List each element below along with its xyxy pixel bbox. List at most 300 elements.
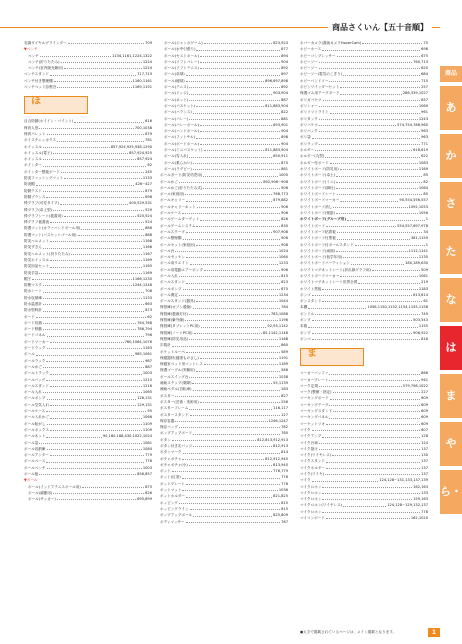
leader-dots [172, 342, 280, 346]
entry-name: 保管庫(オゾン殺菌) [160, 305, 192, 310]
entry-name: 防水収納庫 [24, 295, 42, 300]
leader-dots [189, 405, 272, 409]
entry-name: 変調ダイヤルグラインダー [24, 41, 67, 45]
entry-pages: 34 [423, 229, 428, 234]
leader-dots [200, 53, 280, 57]
entry-name: 保管庫(殺菌灯付) [160, 311, 188, 316]
entry-pages: 857,924,925,938,1290 [110, 144, 152, 149]
leader-dots [343, 71, 420, 75]
leader-dots [43, 320, 136, 324]
leader-dots [196, 46, 280, 50]
entry-name: ホワイトボードパーティション [300, 261, 350, 266]
entry-pages: 1234 [278, 292, 288, 297]
entry-pages: 1167 [142, 251, 152, 256]
leader-dots [43, 364, 144, 368]
leader-dots [330, 160, 418, 164]
leader-dots [322, 46, 420, 50]
entry-name: ボードラック [24, 346, 46, 351]
entry-name: ポリバケツ [300, 122, 318, 127]
leader-dots [325, 153, 420, 157]
entry-name: マイク [300, 478, 311, 483]
entry-name: ホビーコンプレッサー [300, 53, 336, 58]
entry-name: ボールスクープ [160, 229, 185, 234]
leader-dots [47, 131, 145, 135]
leader-dots [43, 326, 136, 330]
entry-pages: 1155 [418, 324, 428, 329]
entry-pages: 586 [281, 368, 288, 373]
entry-name: ベンチ付き整理棚 [24, 78, 53, 83]
entry-pages: 162,163 [413, 484, 428, 489]
entry-pages: 1084 [142, 446, 152, 451]
leader-dots [43, 162, 147, 166]
entry-name: ボール測定 [160, 292, 178, 297]
leader-dots [47, 332, 145, 336]
entry-pages: 381,1159 [410, 236, 428, 241]
entry-pages: 245 [145, 169, 152, 174]
entry-name: ボール収納庫 [24, 446, 46, 451]
entry-pages: 906 [281, 211, 288, 216]
leader-dots [61, 169, 144, 173]
entry-pages: 768,773 [273, 192, 288, 197]
entry-name: ポスターフレーム [160, 406, 189, 411]
entry-pages: 1166,1230 [132, 276, 152, 281]
kana-tab[interactable]: ら・わ [440, 470, 462, 514]
leader-dots [193, 386, 281, 390]
kana-tab[interactable]: た [440, 230, 462, 274]
entry-pages: 520,524 [137, 213, 152, 218]
kana-tab[interactable]: さ [440, 182, 462, 226]
leader-dots [204, 147, 265, 151]
page-number: 1 [428, 628, 440, 637]
leader-dots [333, 408, 420, 412]
entry-pages: 579,798,1022 [402, 383, 428, 388]
leader-dots [322, 286, 417, 290]
entry-name: マイクロホン [300, 484, 322, 489]
entry-name: マイクスタンド [300, 459, 325, 464]
entry-name: ポリタンク [300, 116, 318, 121]
entry-name: ポットプレート [160, 481, 185, 486]
entry-name: ボード収納 [24, 320, 42, 325]
entry-pages: 778 [145, 459, 152, 464]
leader-dots [50, 238, 142, 242]
entry-pages: 886 [145, 232, 152, 237]
entry-pages: 1065 [142, 390, 152, 395]
entry-pages: 717,713 [137, 72, 152, 77]
entry-name: マーク定規 [300, 383, 318, 388]
entry-pages: 124,128~131,133,137,139 [379, 478, 428, 483]
entry-pages: 879 [145, 188, 152, 193]
entry-pages: 55,1139 [273, 381, 288, 386]
entry-pages: 778 [281, 481, 288, 486]
entry-name: 防炎手袋 [24, 270, 39, 275]
leader-dots [175, 248, 278, 252]
kana-index-sidebar [440, 66, 462, 542]
leader-dots [323, 97, 421, 101]
entry-name: ボールゲームターゲット [160, 217, 200, 222]
entry-pages: 1 [425, 217, 428, 222]
entry-name: ボール(サッカー) [28, 497, 56, 502]
entry-name: ホワイトマグネットシート(折れ線グラフ用) [300, 267, 371, 272]
leader-dots [329, 78, 420, 82]
leader-dots [203, 185, 280, 189]
entry-pages: 823 [281, 280, 288, 285]
entry-pages: 1109 [142, 427, 152, 432]
entry-pages: 941 [421, 377, 428, 382]
entry-pages: 857 [421, 97, 428, 102]
entry-name: ボンベ [300, 336, 311, 341]
entry-name: ホワイトボード(防災用) [300, 166, 339, 171]
entry-name: ホワイトボード(脚付) [300, 185, 336, 190]
entry-name: ボール(ラグビー) [164, 166, 192, 171]
entry-name: ボール袋 [24, 440, 39, 445]
entry-pages: 783,1088 [270, 311, 288, 316]
entry-pages: 1083 [418, 160, 428, 165]
entry-name: ボールベンチ [24, 465, 46, 470]
entry-pages: 771 [421, 141, 428, 146]
entry-name: 保護ゴム用テープボード [300, 91, 340, 96]
entry-name: ホワイトボードマーカー [300, 198, 340, 203]
leader-dots [43, 301, 144, 305]
entry-pages: 219 [421, 280, 428, 285]
entry-pages: 1215 [142, 377, 152, 382]
entry-name: 防災ホイッスル [24, 257, 50, 262]
entry-name: 保存容器 [160, 418, 175, 423]
entry-pages: 529 [145, 207, 152, 212]
entry-pages: 870 [281, 160, 288, 165]
entry-pages: 857,924 [137, 157, 152, 162]
entry-pages: 906 [281, 204, 288, 209]
entry-pages: 1233 [278, 261, 288, 266]
leader-dots [190, 412, 281, 416]
leader-dots [326, 465, 420, 469]
entry-name: ホワイトボード(グループ用) [300, 217, 347, 222]
entry-name: 防錆ブランス [24, 194, 46, 199]
entry-pages: 811,883,904 [265, 103, 288, 108]
sidebar-label: 商品 [440, 66, 462, 82]
entry-name: ボインター整板ボード [24, 169, 60, 174]
entry-pages: 1092,1053 [408, 204, 428, 209]
leader-dots [193, 109, 280, 113]
leader-dots [189, 84, 280, 88]
entry-pages: 75 [423, 41, 428, 45]
leader-dots [186, 254, 278, 258]
leader-dots [312, 477, 379, 481]
entry-pages: 786,794 [137, 327, 152, 332]
entry-name: マイクロホン [300, 497, 322, 502]
entry-pages: 1056 [418, 211, 428, 216]
entry-pages: 85 [423, 173, 428, 178]
entry-pages: 1165 [142, 264, 152, 269]
entry-pages: 779 [145, 453, 152, 458]
entry-pages: 857,924,925 [129, 150, 152, 155]
entry-name: ボール用ウエイト [160, 261, 189, 266]
entry-pages: 286,339,1027 [402, 91, 428, 96]
entry-name: ベンチ(折りたたみ) [28, 59, 60, 64]
leader-dots [200, 59, 280, 63]
kana-tab[interactable]: あ [440, 86, 462, 130]
entry-pages: 812,813,912,913 [257, 437, 288, 442]
entry-pages: 898 [281, 135, 288, 140]
entry-pages: 873 [145, 308, 152, 313]
leader-dots [43, 295, 142, 299]
leader-dots [50, 71, 136, 75]
entry-name: ポット(紅茶) [160, 475, 181, 480]
entry-name: 防災ヘルメット(折りたたみ) [24, 251, 70, 256]
entry-name: ホビーソー [300, 66, 318, 71]
entry-name: 防塵マスク [24, 283, 42, 288]
entry-pages: 812,913 [273, 444, 288, 448]
entry-pages: 1066 [142, 415, 152, 420]
entry-name: ポップアップボード [160, 431, 193, 436]
entry-name: ホッピング [160, 500, 178, 505]
entry-name: ボタン [160, 437, 171, 442]
entry-name: ボールトラック [24, 371, 50, 376]
entry-name: ベンチベッド診察台 [24, 85, 57, 90]
entry-name: ▼ベンチ [24, 47, 38, 52]
entry-name: 保育パレット [24, 131, 46, 136]
leader-dots [47, 446, 142, 450]
entry-name: ポリラップ [300, 141, 318, 146]
entry-pages: 887 [145, 364, 152, 369]
leader-dots [193, 443, 272, 447]
entry-pages: 1069 [418, 103, 428, 108]
kana-tab[interactable]: や [440, 422, 462, 466]
entry-name: ポスター(芸術・美術用) [160, 399, 199, 404]
entry-pages: 987 [145, 358, 152, 363]
entry-name: 本箱 [300, 324, 308, 329]
leader-dots [336, 179, 422, 183]
entry-name: ホビーソー(電気のこぎり) [300, 72, 343, 77]
entry-pages: 904 [281, 59, 288, 64]
leader-dots [336, 172, 422, 176]
leader-dots [333, 389, 421, 393]
leader-dots [204, 361, 278, 365]
leader-dots [312, 134, 420, 138]
leader-dots [192, 380, 272, 384]
entry-name: ボール(雪入れ) [164, 154, 189, 159]
leader-dots [194, 330, 262, 334]
leader-dots [60, 200, 128, 204]
leader-dots [71, 251, 142, 255]
kana-tab[interactable]: ま [440, 374, 462, 418]
kana-tab[interactable]: な [440, 278, 462, 322]
entry-pages: 1163 [142, 346, 152, 351]
entry-pages: 129,131 [137, 402, 152, 407]
entry-pages: 613,614 [413, 292, 428, 297]
leader-dots [340, 166, 418, 170]
leader-dots [57, 496, 136, 500]
entry-name: ポチャポチャ [160, 456, 182, 461]
leader-dots [172, 437, 256, 441]
leader-dots [172, 468, 272, 472]
entry-name: ポンプ [300, 330, 311, 335]
entry-pages: 1169,1191 [132, 85, 152, 90]
entry-name: ベンチ(室内販売兼用) [28, 66, 64, 71]
entry-pages: 1112,1141 [408, 248, 428, 253]
leader-dots [193, 512, 272, 516]
leader-dots [54, 78, 132, 82]
leader-dots [36, 181, 134, 185]
leader-dots [183, 449, 281, 453]
entry-name: ボールゲームシステム [160, 223, 196, 228]
leader-dots [193, 160, 280, 164]
entry-pages: 1191 [278, 355, 288, 360]
entry-pages: 1196 [278, 318, 288, 323]
entry-pages: 767 [281, 519, 288, 524]
entry-pages: 85,1142,1148 [262, 330, 288, 335]
kana-tab[interactable]: は [440, 326, 462, 370]
entry-name: ホビーホース [300, 47, 322, 52]
entry-pages: 875 [145, 484, 152, 489]
leader-dots [336, 248, 408, 252]
entry-name: ボイスチェッカクス [24, 138, 57, 143]
leader-dots [322, 490, 420, 494]
entry-pages: 961 [421, 110, 428, 115]
leader-dots [319, 141, 420, 145]
entry-pages: 1003 [142, 371, 152, 376]
entry-pages: 1134,1161,1224,1322 [111, 53, 152, 58]
entry-name: マイク(ワイヤ) [300, 472, 325, 476]
leader-dots [182, 474, 280, 478]
leader-dots [200, 399, 280, 403]
entry-pages: 257 [421, 85, 428, 90]
entry-name: ボール(バスケット) [164, 103, 196, 108]
entry-name: ボールポンプ [24, 396, 46, 401]
leader-dots [340, 90, 401, 94]
entry-pages: 616 [145, 119, 152, 124]
entry-pages: 708 [145, 289, 152, 294]
entry-name: ホワイトボード(卓上) [300, 173, 336, 178]
entry-name: ホワイトボード(両面) [300, 248, 336, 253]
entry-name: ボールアンダー [24, 453, 49, 458]
entry-name: 棒グラフシート(板書用) [24, 213, 63, 218]
entry-pages: 133 [421, 490, 428, 495]
leader-dots [336, 185, 418, 189]
leader-dots [61, 59, 142, 63]
leader-dots [43, 389, 142, 393]
leader-dots [200, 122, 272, 126]
leader-dots [50, 339, 123, 343]
leader-dots [308, 304, 366, 308]
entry-name: ボール(水中引張り) [164, 47, 196, 52]
leader-dots [319, 383, 402, 387]
entry-name: マイク掛け [300, 446, 318, 451]
leader-dots [332, 452, 420, 456]
leader-dots [36, 314, 147, 318]
leader-dots [319, 103, 418, 107]
entry-name: 防炎帽 [24, 182, 35, 187]
leader-dots [186, 197, 272, 201]
entry-name: ボールスタンド(器具) [160, 299, 195, 304]
entry-pages: 764,768 [137, 320, 152, 325]
entry-pages: 780 [281, 431, 288, 436]
leader-dots [372, 267, 420, 271]
entry-name: 防水型時計 [24, 308, 42, 313]
entry-name: 本棚 [300, 305, 308, 310]
entry-pages: 894 [281, 53, 288, 58]
kana-tab[interactable]: か [440, 134, 462, 178]
entry-pages: 1036 [278, 488, 288, 493]
entry-name: ホイッスル(電子) [24, 150, 52, 155]
entry-name: ベンチスタンド [24, 72, 50, 77]
leader-dots [43, 144, 110, 148]
entry-pages: 904 [281, 129, 288, 134]
entry-name: ボール(インドアテニスボール用) [28, 484, 81, 489]
leader-dots [200, 216, 280, 220]
entry-pages: 698 [145, 194, 152, 199]
entry-pages: 815 [281, 506, 288, 511]
entry-name: ボールガード(防災幼児用) [160, 173, 203, 178]
leader-dots [179, 273, 280, 277]
entry-name: ボール(家庭用) [160, 192, 185, 197]
entry-pages: 622 [421, 154, 428, 159]
entry-pages: 1056,1150,1152,1154,1155,1158 [367, 305, 428, 310]
entry-name: 棒グラフ板書表 [24, 220, 50, 225]
leader-dots [190, 506, 281, 510]
entry-pages: 137 [421, 446, 428, 451]
entry-name: ボールボックス [24, 427, 50, 432]
entry-pages: 618,619 [413, 148, 428, 153]
entry-pages: 1243 [418, 116, 428, 121]
entry-name: ボールキャリー [160, 198, 186, 203]
entry-pages: 663 [145, 301, 152, 306]
entry-pages: 524 [145, 220, 152, 225]
entry-name: ポスター [160, 393, 175, 398]
entry-name: ボールポンプ [160, 286, 182, 291]
leader-dots [337, 229, 423, 233]
entry-pages: 893,901 [273, 122, 288, 127]
entry-name: 防災ヘルメット [24, 239, 50, 244]
entry-pages: 1189 [278, 362, 288, 367]
entry-pages: 776 [281, 475, 288, 480]
entry-pages: 574,754,786,960 [397, 122, 428, 127]
entry-pages: 227 [421, 390, 428, 395]
entry-pages: 1060 [278, 255, 288, 260]
entry-pages: 1003 [142, 465, 152, 470]
entry-name: ボビンワインダーセット [300, 85, 340, 90]
entry-name: ボールセット(家庭用) [160, 242, 196, 247]
entry-pages: 827 [281, 393, 288, 398]
entry-name: 防護マット(バスケットゴール用) [24, 232, 77, 237]
entry-name: ホワイトボード(壁掛) [300, 211, 336, 216]
leader-dots [315, 311, 420, 315]
leader-dots [326, 515, 410, 519]
entry-name: 保護ゴーグル(実験用) [160, 368, 196, 373]
leader-dots [200, 355, 278, 359]
entry-name: ホワイト黒板 [300, 286, 322, 291]
leader-dots [340, 197, 398, 201]
entry-name: ボールスタンド [160, 280, 185, 285]
entry-name: マーク(整頓・指定) [300, 390, 332, 395]
entry-pages: 95 [147, 409, 152, 414]
entry-name: マーカープレート [300, 377, 329, 382]
entry-pages: 906 [281, 267, 288, 272]
leader-dots [330, 109, 420, 113]
leader-dots [322, 496, 412, 500]
entry-name: マーカーバッファ [300, 371, 329, 376]
entry-name: ボール(調節用) [28, 490, 53, 495]
entry-name: ベンチ [28, 53, 39, 58]
leader-dots [39, 471, 136, 475]
entry-name: マーキングボード [300, 396, 329, 401]
section-header [300, 348, 364, 366]
entry-pages: 826 [281, 217, 288, 222]
entry-name: ポリシャー [300, 103, 318, 108]
entry-pages: 1166 [142, 245, 152, 250]
footnote: ●太字で掲載されているページは、メイン掲載となります。 [300, 630, 397, 634]
leader-dots [329, 414, 420, 418]
leader-dots [186, 71, 280, 75]
